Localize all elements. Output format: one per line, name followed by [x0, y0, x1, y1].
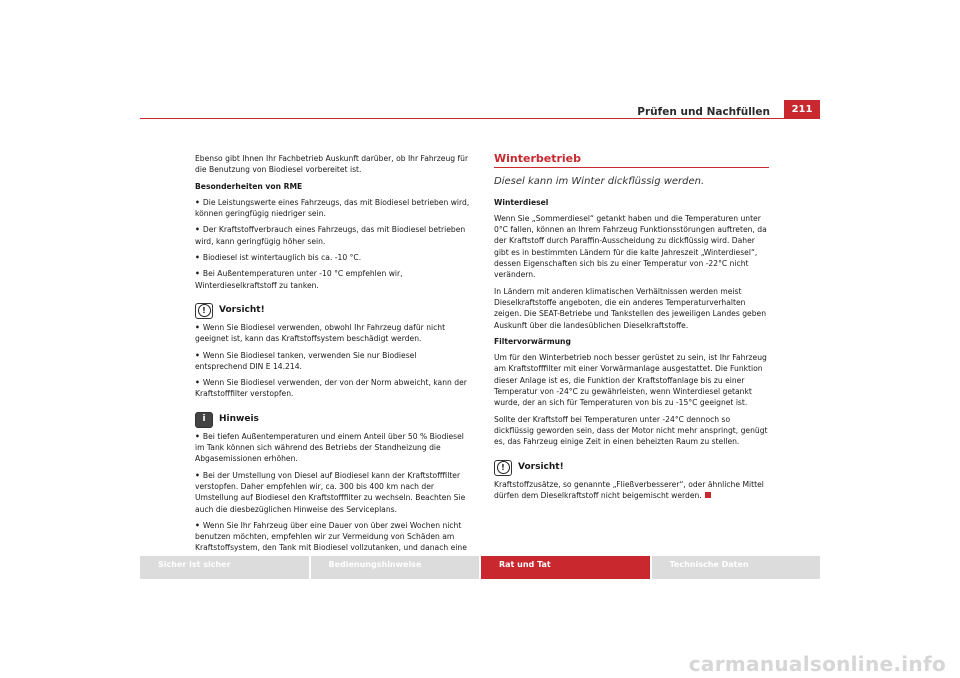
- bullet-icon: •: [195, 378, 200, 388]
- bullet-icon: •: [195, 322, 200, 332]
- rme-heading: Besonderheiten von RME: [195, 181, 303, 191]
- filter-paragraph-1: Um für den Winterbetrieb noch besser gerüstet zu sein, ist Ihr Fahrzeug am Kraftstofffilter mit einer Vorwärmanlage ausgestattet. Die Funktion dieser Anlage ist es, die Funktion der Kraftstoffanlage bis zu einer Temperatur von -24°C zu gewährleisten, wenn Winterdiesel getankt wurde, der an sich für Temperaturen von bis zu -15°C geeignet ist.: [494, 353, 767, 408]
- page-header-title: Prüfen und Nachfüllen: [637, 106, 770, 118]
- list-item: • Wenn Sie Biodiesel verwenden, der von der Norm abweicht, kann der Kraftstofffilter verstopfen.: [195, 378, 467, 399]
- winterdiesel-paragraph-1: Wenn Sie „Sommerdiesel“ getankt haben und die Temperaturen unter 0°C fallen, können an Ihrem Fahrzeug Funktionsstörungen auftreten, da der Kraftstoff durch Paraffin-Ausscheidung zu dickflüssig wird. Daher gibt es in bestimmten Ländern für die kalte Jahreszeit „Winterdiesel“, dessen Eigenschaften sich bis zu einer Temperatur von -22°C nicht verändern.: [494, 213, 767, 280]
- info-note-icon: i: [195, 412, 213, 428]
- warning-icon: !: [494, 460, 512, 476]
- list-item: • Wenn Sie Ihr Fahrzeug über eine Dauer von über zwei Wochen nicht benutzen möchten, empfehlen wir zur Vermeidung von Schäden am Kraftstoffsystem, den Tank mit Biodiesel vollzutanken, und danach eine: [195, 520, 470, 565]
- list-item: • Der Kraftstoffverbrauch eines Fahrzeugs, das mit Biodiesel betrieben wird, kann geringfügig höher sein.: [195, 225, 466, 246]
- note-header: [195, 412, 470, 428]
- watermark: carmanualsonline.info: [688, 652, 946, 676]
- right-column: [494, 153, 769, 506]
- list-item: • Wenn Sie Biodiesel tanken, verwenden Sie nur Biodiesel entsprechend DIN E 14.214.: [195, 350, 417, 371]
- caution-header: [195, 303, 470, 319]
- bullet-icon: •: [195, 470, 200, 480]
- bullet-icon: •: [195, 431, 200, 441]
- section-subtitle: Diesel kann im Winter dickflüssig werden.: [494, 176, 705, 188]
- filter-paragraph-2: Sollte der Kraftstoff bei Temperaturen unter -24°C dennoch so dickflüssig geworden sein, dass der Motor nicht mehr anspringt, genügt es, das Fahrzeug einige Zeit in einen beheizten Raum zu stellen.: [494, 414, 768, 447]
- bullet-icon: •: [195, 253, 200, 263]
- bullet-icon: •: [195, 520, 200, 530]
- list-item: • Bei der Umstellung von Diesel auf Biodiesel kann der Kraftstofffilter verstopfen. Daher empfehlen wir, ca. 300 bis 400 km nach der Umstellung auf Biodiesel den Kraftstofffilter zu wechseln. Beachten Sie auch die diesbezüglichen Hinweise des Serviceplans.: [195, 470, 466, 514]
- section-end-icon: [705, 492, 711, 498]
- left-column: [195, 153, 470, 570]
- warning-icon: !: [195, 303, 213, 319]
- bullet-icon: •: [195, 269, 200, 279]
- footer-navigation: [140, 556, 820, 579]
- footer-tab-technische-daten[interactable]: Technische Daten: [652, 556, 821, 579]
- page-number-badge: 211: [784, 100, 820, 118]
- caution-paragraph: Kraftstoffzusätze, so genannte „Fließverbesserer“, oder ähnliche Mittel dürfen dem Dieselkraftstoff nicht beigemischt werden.: [494, 479, 764, 500]
- list-item: • Bei tiefen Außentemperaturen und einem Anteil über 50 % Biodiesel im Tank können sich während des Betriebs der Standheizung die Abgasemissionen erhöhen.: [195, 431, 464, 464]
- section-title: Winterbetrieb: [494, 153, 769, 168]
- winterdiesel-heading: Winterdiesel: [494, 197, 549, 207]
- caution-title: Vorsicht!: [518, 461, 564, 472]
- list-item: • Bei Außentemperaturen unter -10 °C empfehlen wir, Winterdieselkraftstoff zu tanken.: [195, 269, 403, 290]
- caution-title: Vorsicht!: [219, 305, 265, 316]
- caution-header: [494, 460, 769, 476]
- filter-heading: Filtervorwärmung: [494, 336, 571, 346]
- bullet-icon: •: [195, 197, 200, 207]
- header-divider: [140, 118, 820, 119]
- list-item: • Die Leistungswerte eines Fahrzeugs, das mit Biodiesel betrieben wird, können geringfügig niedriger sein.: [195, 197, 470, 219]
- list-item: • Biodiesel ist wintertauglich bis ca. -10 °C.: [195, 253, 362, 263]
- bullet-icon: •: [195, 225, 200, 235]
- winterdiesel-paragraph-2: In Ländern mit anderen klimatischen Verhältnissen werden meist Dieselkraftstoffe angeboten, die ein anderes Temperaturverhalten zeigen. Die SEAT-Betriebe und Tankstellen des jeweiligen Landes geben Auskunft über die landesüblichen Dieselkraftstoffe.: [494, 286, 767, 330]
- note-title: Hinweis: [219, 414, 259, 425]
- footer-tab-bedienungshinweise[interactable]: Bedienungshinweise: [311, 556, 482, 579]
- footer-tab-rat-und-tat[interactable]: Rat und Tat: [481, 556, 652, 579]
- intro-paragraph: Ebenso gibt Ihnen Ihr Fachbetrieb Auskunft darüber, ob Ihr Fahrzeug für die Benutzung von Biodiesel vorbereitet ist.: [195, 154, 469, 175]
- bullet-icon: •: [195, 350, 200, 360]
- list-item: • Wenn Sie Biodiesel verwenden, obwohl Ihr Fahrzeug dafür nicht geeignet ist, kann das Kraftstoffsystem beschädigt werden.: [195, 322, 446, 344]
- footer-tab-sicher[interactable]: Sicher ist sicher: [140, 556, 311, 579]
